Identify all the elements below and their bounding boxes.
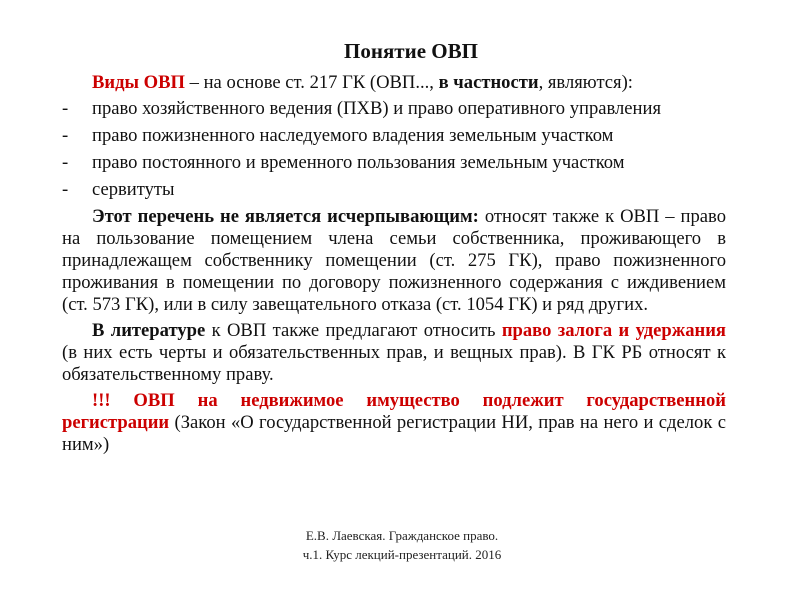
intro-emphasis: в частности <box>438 72 539 93</box>
pledge-retention-term: право залога и удержания <box>501 320 726 341</box>
list-dash: - <box>62 98 69 119</box>
list-item <box>62 98 726 120</box>
list-dash: - <box>62 179 69 200</box>
list-dash: - <box>62 125 69 146</box>
types-label: Виды ОВП <box>92 72 186 93</box>
literature-heading: В литературе <box>92 320 206 341</box>
list-item <box>62 152 726 174</box>
literature-paragraph <box>62 320 726 386</box>
non-exhaustive-text: относят также к ОВП – право на пользование помещением члена семьи собственника, проживающего в принадлежащем собственнику помещении (ст. 275 ГК), право пожизненного проживания в помещении по договору пожизненного содержания с иждивением (ст. 573 ГК), или в силу завещательного отказа (ст. 1054 ГК) и ряд других. <box>62 206 726 315</box>
footer-author-line: Е.В. Лаевская. Гражданское право. <box>305 528 499 543</box>
list-item <box>62 125 726 147</box>
footer-course-line: ч.1. Курс лекций-презентаций. 2016 <box>302 547 502 562</box>
non-exhaustive-paragraph <box>62 206 726 316</box>
literature-text-2: (в них есть черты и обязательственных прав, и вещных прав). В ГК РБ относят к обязательственному праву. <box>62 342 726 385</box>
list-item <box>62 179 726 201</box>
registration-paragraph <box>62 390 726 456</box>
list-item-text: право постоянного и временного пользования земельным участком <box>92 152 625 173</box>
intro-text-2: , являются): <box>538 72 633 93</box>
slide-title: Понятие ОВП <box>344 39 478 63</box>
registration-note: !!! ОВП на недвижимое имущество подлежит государственной регистрации <box>62 390 726 433</box>
registration-law-text: (Закон «О государственной регистрации НИ, прав на него и сделок с ним») <box>62 412 726 455</box>
list-item-text: право пожизненного наследуемого владения земельным участком <box>92 125 614 146</box>
non-exhaustive-heading: Этот перечень не является исчерпывающим: <box>92 206 479 227</box>
intro-paragraph <box>62 72 726 94</box>
list-dash: - <box>62 152 69 173</box>
intro-text-1: – на основе ст. 217 ГК (ОВП..., <box>185 72 439 93</box>
list-item-text: право хозяйственного ведения (ПХВ) и право оперативного управления <box>92 98 662 119</box>
literature-text-1: к ОВП также предлагают относить <box>205 320 502 341</box>
ovp-types-list <box>62 98 726 201</box>
slide-content <box>62 72 726 460</box>
slide-footer <box>0 526 800 564</box>
list-item-text: сервитуты <box>92 179 175 200</box>
